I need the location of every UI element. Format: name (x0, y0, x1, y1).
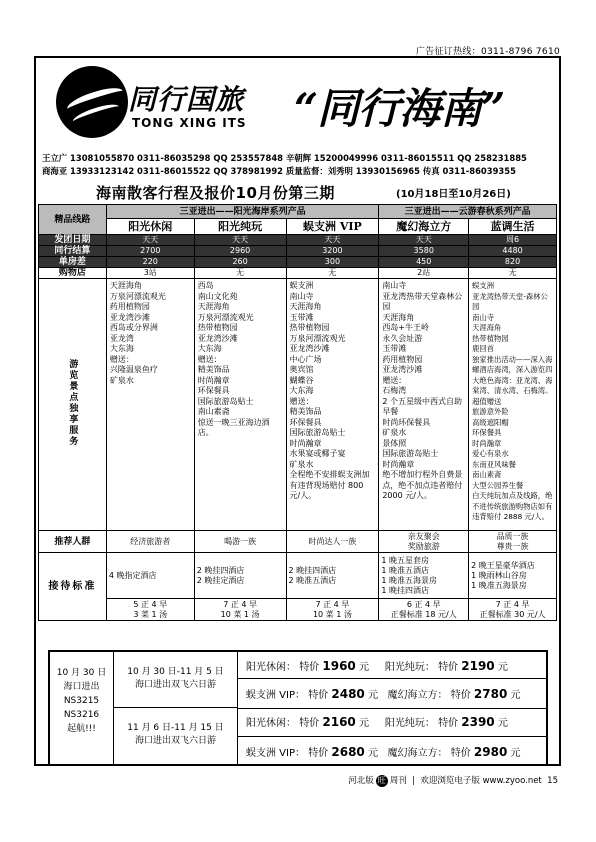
price-item-name: 阳光纯玩： (384, 718, 435, 729)
row-label: 购物店 (39, 268, 107, 279)
table-cell: 亲友聚会 奖励旅游 (379, 531, 469, 553)
price-prefix: 特价 (450, 748, 471, 759)
row-label: 单房差 (39, 257, 107, 268)
row-label: 接待标准 (39, 553, 107, 621)
table-row (39, 553, 557, 599)
price-value: 1960 (322, 659, 356, 673)
table-cell: 周6 (469, 235, 557, 246)
price-prefix: 特价 (438, 718, 459, 729)
promo-launch-note: 10 月 30 日 海口进出 NS3215 NS3216 起航!!! (50, 652, 114, 764)
price-unit: 元 (510, 748, 521, 759)
table-row (39, 257, 557, 268)
table-cell: 300 (286, 257, 379, 268)
price-value: 2480 (331, 687, 365, 701)
price-item-name: 阳光休闲： (246, 718, 296, 729)
paper-section: 周刊 (389, 776, 407, 786)
price-prefix: 特价 (299, 662, 320, 673)
table-cell: 220 (106, 257, 194, 268)
table-row (39, 235, 557, 246)
table-cell: 2960 (194, 246, 286, 257)
row-label: 推荐人群 (39, 531, 107, 553)
price-prefix: 特价 (438, 662, 459, 673)
brand-name-en: TONG XING ITS (132, 116, 247, 130)
price-item-name: 魔幻海立方： (387, 748, 448, 759)
product-name: 蓝调生活 (469, 219, 557, 235)
table-cell: 7 正 4 早 10 菜 1 汤 (194, 599, 286, 621)
feature-list: 西岛 南山文化苑 天涯海角 万泉河漂流观光 热带植物园 亚龙湾沙滩 大东海 赠送： 精美饰品 时尚瀚章 环保餐具 国际旅游岛贴士 南山素斋 惊送一晚三亚海边酒店。 (194, 279, 286, 531)
price-line (246, 714, 508, 729)
price-line (246, 744, 520, 759)
table-cell: 经济旅游者 (106, 531, 194, 553)
price-unit: 元 (367, 690, 378, 701)
table-cell: 4480 (469, 246, 557, 257)
table-cell: 2 晚挂四酒店 2 晚准五酒店 (286, 553, 379, 599)
period-label: 11 月 6 日-11 月 15 日 海口进出双飞六日游 (114, 708, 238, 764)
price-item-name: 魔幻海立方： (387, 690, 448, 701)
table-cell: 820 (469, 257, 557, 268)
ad-frame (34, 56, 561, 766)
table-cell: 天天 (286, 235, 379, 246)
contact-line: 王立广 13081055870 0311-86035298 QQ 253557848 辛朝辉 15200049996 0311-86015511 QQ 258231885 (42, 153, 527, 163)
table-cell: 4 晚指定酒店 (106, 553, 194, 599)
product-group-header: 三亚进出——阳光海岸系列产品 (106, 205, 378, 219)
table-cell: 3站 (106, 268, 194, 279)
product-name: 蜈支洲 VIP (286, 219, 379, 235)
catalog-date-range: (10月18日至10月26日) (396, 189, 511, 200)
price-item-name: 蜈支洲 VIP： (246, 748, 305, 759)
table-cell: 5 正 4 早 3 菜 1 汤 (106, 599, 194, 621)
row-label: 同行结算 (39, 246, 107, 257)
price-unit: 元 (497, 662, 508, 673)
contact-info (36, 152, 559, 178)
table-cell: 1 晚五星套房 1 晚准五酒店 1 晚准五海景房 1 晚挂四酒店 (379, 553, 469, 599)
table-cell: 7 正 4 早 正餐标准 30 元/人 (469, 599, 557, 621)
table-cell: 260 (194, 257, 286, 268)
logo-icon (56, 66, 128, 138)
feature-list: 天涯海角 万泉河漂流观光 药用植物园 亚龙湾沙滩 西岛或分界洲 亚龙湾 大东海 赠送： 兴隆温泉鱼疗 矿泉水 (106, 279, 194, 531)
price-line (246, 658, 508, 673)
itinerary-table (38, 204, 557, 621)
page-footer: 河北版 旺 周刊 | 欢迎浏览电子版 www.zyoo.net 15 (348, 776, 558, 786)
feature-list: 蜈支洲 南山寺 天涯海角 玉带滩 热带植物园 万泉河漂流观光 亚龙湾沙滩 中心广场 奥宾馆 蝴蝶谷 大东海 赠送： 精美饰品 环保餐具 国际旅游岛贴士 时尚瀚章 水果宴或椰子宴 矿泉水 全程绝不安排蜈支洲加有违背现场赔付 800 元/人。 (286, 279, 379, 531)
ad-hotline: 广告征订热线：0311-8796 7610 (415, 47, 560, 57)
price-unit: 元 (358, 718, 369, 729)
price-unit: 元 (358, 662, 369, 673)
price-prefix: 特价 (308, 748, 329, 759)
price-value: 2980 (473, 745, 508, 759)
slogan: “同行海南” (294, 84, 505, 133)
table-cell: 2 晚王星豪华酒店 1 晚雨林山谷房 1 晚准五海景房 (469, 553, 557, 599)
feature-label: 游览景点独享服务 (67, 359, 78, 447)
price-item-name: 蜈支洲 VIP： (246, 690, 305, 701)
table-cell: 3200 (286, 246, 379, 257)
table-cell: 450 (379, 257, 469, 268)
brand-name-cn: 同行国旅 (128, 83, 245, 116)
price-prefix: 特价 (308, 690, 329, 701)
table-row (39, 531, 557, 553)
special-price-box (48, 650, 548, 766)
table-cell: 天天 (379, 235, 469, 246)
price-item-name: 阳光纯玩： (384, 662, 435, 673)
row-label: 发团日期 (39, 235, 107, 246)
table-row (39, 599, 557, 621)
feature-list: 蜈支洲 亚龙湾热带天堂-森林公园 南山寺 天涯海角 热带植物园 鹿回首 独家推出活动——深入海螺酒店海湾，深入游览四大绝色海湾：亚龙湾、海棠湾、清水湾、石梅湾。超值赠送 旅游意外险 高级遮阳帽 环保餐具 时尚瀚章 爱心有泉水 东南亚风味餐 南山素斋 大型公园养生餐 白天纯玩加点及线路，绝不进传统旅游购物店如有违背赔付 2888 元/人。 (469, 279, 557, 531)
table-cell: 天天 (106, 235, 194, 246)
table-cell: 喝游一族 (194, 531, 286, 553)
footer-text: 欢迎浏览电子版 www.zyoo.net (420, 776, 542, 786)
table-cell: 2 晚挂四酒店 2 晚挂定酒店 (194, 553, 286, 599)
table-cell: 2700 (106, 246, 194, 257)
price-value: 2680 (331, 745, 365, 759)
price-prefix: 特价 (450, 690, 471, 701)
table-cell: 2站 (379, 268, 469, 279)
paper-edition: 河北版 (348, 776, 374, 786)
price-item-name: 阳光休闲： (246, 662, 296, 673)
table-cell: 无 (194, 268, 286, 279)
table-corner: 精品线路 (39, 205, 107, 235)
price-prefix: 特价 (299, 718, 320, 729)
table-cell: 7 正 4 早 10 菜 1 汤 (286, 599, 379, 621)
table-cell: 无 (469, 268, 557, 279)
product-name: 阳光休闲 (106, 219, 194, 235)
catalog-title-bar (36, 180, 559, 204)
product-name: 阳光纯玩 (194, 219, 286, 235)
table-row (39, 246, 557, 257)
price-unit: 元 (510, 690, 521, 701)
price-line (246, 686, 520, 701)
period-label: 10 月 30 日-11 月 5 日 海口进出双飞六日游 (114, 652, 238, 708)
table-cell: 时尚达人一族 (286, 531, 379, 553)
contact-line: 商海亚 13933123142 0311-86015522 QQ 378981992 质量监督：刘秀明 13930156965 传真 0311-86039355 (42, 166, 516, 176)
price-unit: 元 (497, 718, 508, 729)
paper-badge-icon: 旺 (377, 776, 386, 785)
page-number: 15 (547, 776, 558, 786)
table-row (39, 268, 557, 279)
feature-list: 南山寺 亚龙湾热带天堂森林公园 天涯海角 西岛+牛王岭 永久会址游 玉带滩 药用植物园 亚龙湾沙滩 赠送： 石梅湾 2 个五星级中西式自助早餐 时尚环保餐具 矿泉水 景体照 国际旅游岛贴士 时尚瀚章 绝不增加行程外自费景点，绝不加点违者赔付 2000 元/人。 (379, 279, 469, 531)
table-cell: 品质一族 尊贵一族 (469, 531, 557, 553)
catalog-title: 海南散客行程及报价10月份第三期 (96, 184, 335, 202)
price-value: 2780 (473, 687, 508, 701)
ad-header (36, 58, 559, 150)
price-value: 2160 (322, 715, 356, 729)
table-cell: 6 正 4 早 正餐标准 18 元/人 (379, 599, 469, 621)
price-value: 2190 (461, 659, 495, 673)
price-value: 2390 (461, 715, 495, 729)
price-unit: 元 (367, 748, 378, 759)
table-cell: 天天 (194, 235, 286, 246)
feature-label-cell (39, 279, 107, 531)
product-group-header: 三亚进出——云游春秋系列产品 (379, 205, 557, 219)
table-cell: 无 (286, 268, 379, 279)
product-name: 魔幻海立方 (379, 219, 469, 235)
table-cell: 3580 (379, 246, 469, 257)
table-row (39, 279, 557, 531)
